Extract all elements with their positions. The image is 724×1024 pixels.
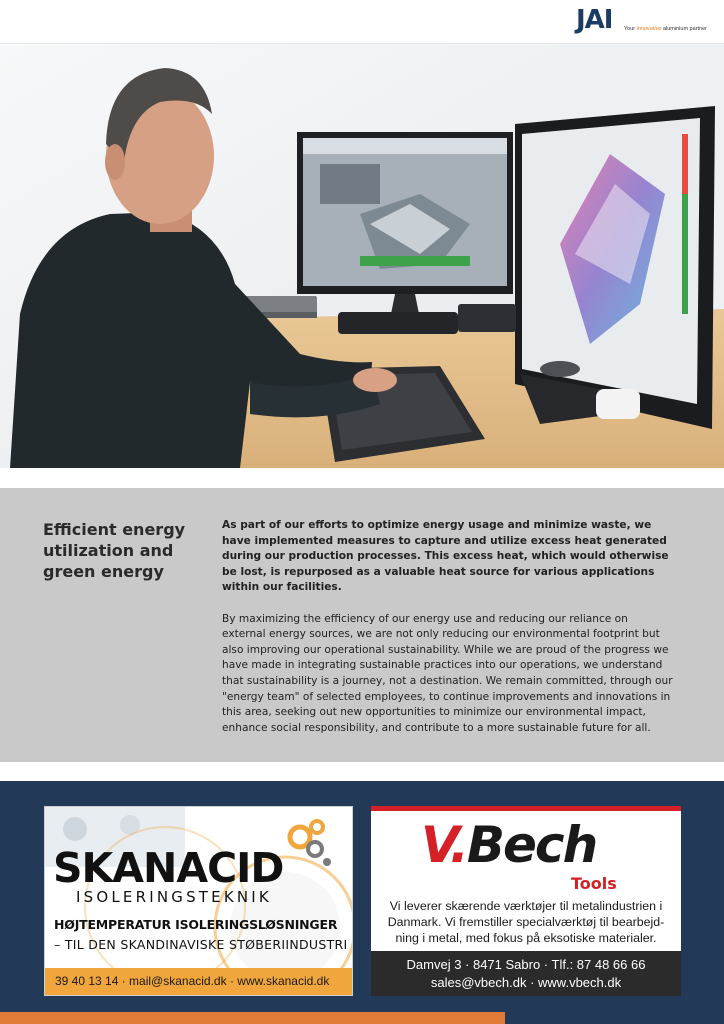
section-body (222, 518, 674, 736)
jai-logo (576, 5, 716, 37)
vbech-ad[interactable] (371, 806, 681, 996)
photo-engineer-at-workstation (0, 44, 724, 468)
skanacid-tagline: – TIL DEN SKANDINAVISKE STØBERIINDUSTRI (54, 937, 348, 952)
skanacid-name: SKANACID (53, 844, 284, 892)
body-paragraph: By maximizing the efficiency of our energy use and reducing our reliance on external energy sources, we are not only reducing our environmental footprint but also improving our operational sustainability. While we are proud of the progress we have made in integrating sustainable practices into our operations, we understand that sustainability is a journey, not a destination. We remain committed, through our "energy team" of selected employees, to continue improvements and innovations in this area, seeking out new opportunities to minimize our environmental impact, enhance social responsibility, and contribute to a more sustainable future for all. (222, 612, 673, 734)
lead-paragraph: As part of our efforts to optimize energy usage and minimize waste, we have implemented measures to capture and utilize excess heat generated during our production processes. This excess heat, which would otherwise be lost, is repurposed as a valuable heat source for various applications within our facilities. (222, 519, 669, 594)
skanacid-headline: HØJTEMPERATUR ISOLERINGSLØSNINGER (54, 917, 338, 932)
logo-mark: JAI (576, 5, 613, 35)
skanacid-ad[interactable] (44, 806, 353, 996)
vbech-description: Vi leverer skærende værktøjer til metalindustrien i Danmark. Vi fremstiller specialværktøj til bearbejd-ning i metal, med fokus på eksotiske materialer. (387, 899, 665, 945)
vbech-top-line (371, 806, 681, 811)
vbech-logo: V.Bech (421, 816, 597, 874)
skanacid-contact-bar[interactable]: 39 40 13 14 · mail@skanacid.dk · www.skanacid.dk (45, 968, 353, 995)
vbech-tools-label: Tools (571, 874, 617, 893)
footer-orange-bar (0, 1012, 505, 1024)
page-header (0, 0, 724, 44)
energy-info-section (0, 488, 724, 762)
logo-tagline: Your innovative aluminium partner (624, 26, 707, 32)
vbech-contact-bar[interactable] (371, 951, 681, 996)
vbech-address: Damvej 3 · 8471 Sabro · Tlf.: 87 48 66 66 (406, 957, 646, 972)
photo-illustration (0, 44, 724, 468)
section-title: Efficient energy utilization and green energy (43, 520, 186, 581)
skanacid-subtitle: ISOLERINGSTEKNIK (76, 888, 272, 906)
vbech-web[interactable]: sales@vbech.dk · www.vbech.dk (430, 975, 622, 990)
